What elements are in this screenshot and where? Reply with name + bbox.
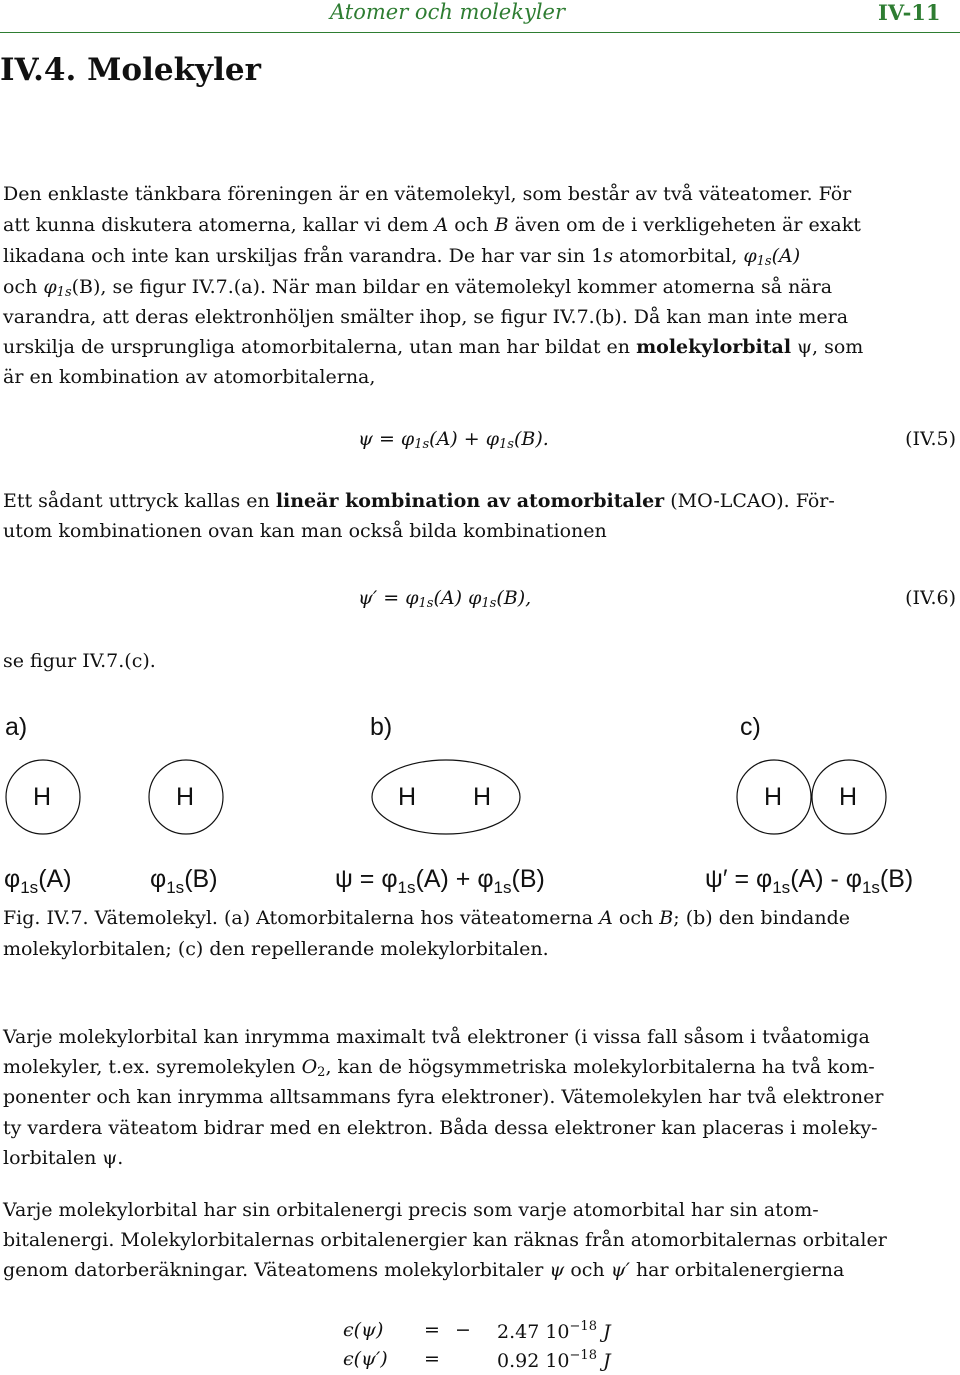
para4-line-3: genom datorberäkningar. Väteatomens molekylorbitaler ψ och ψ′ har orbitalenergierna	[3, 1259, 845, 1281]
para2-line-1: Ett sådant uttryck kallas en lineär kombination av atomorbitaler (MO-LCAO). För-	[3, 490, 835, 512]
label-phi-b: $\varphi_{1s}(B)$	[150, 865, 218, 897]
para1-line-6: urskilja de ursprungliga atomorbitalerna, utan man har bildat en molekylorbital ψ, som	[3, 336, 864, 358]
label-psi-bonding: $\psi = \varphi_{1s}(A) + \varphi_{1s}(B)$	[335, 865, 545, 897]
para2-line-2: utom kombinationen ovan kan man också bilda kombinationen	[3, 520, 607, 542]
header-rule	[0, 32, 960, 33]
atom-h-c1: H	[764, 783, 783, 811]
energy-psi-eq: =	[424, 1319, 440, 1341]
para3-line-2: molekyler, t.ex. syremolekylen $O_2$, kan de högsymmetriska molekylorbitalerna ha två kom-	[3, 1056, 875, 1080]
panel-label-a: a)	[5, 713, 28, 741]
atom-h-c2: H	[839, 783, 858, 811]
figure-caption-line-2: molekylorbitalen; (c) den repellerande molekylorbitalen.	[3, 938, 549, 960]
label-psi-antibonding: $\psi' = \varphi_{1s}(A) - \varphi_{1s}(B)$	[705, 865, 914, 897]
atom-h-b1: H	[398, 783, 417, 811]
para1-line-5: varandra, att deras elektronhöljen smälter ihop, se figur IV.7.(b). Då kan man inte mera	[3, 306, 849, 328]
panel-label-c: c)	[740, 713, 761, 741]
para3-line-1: Varje molekylorbital kan inrymma maximalt två elektroner (i vissa fall såsom i tvåatomiga	[3, 1026, 870, 1048]
energy-psiprime-lhs: ϵ(ψ′)	[343, 1348, 388, 1370]
energy-psi-value: 2.47 $10^{-18}$ J	[497, 1319, 611, 1343]
figure-caption-line-1: Fig. IV.7. Vätemolekyl. (a) Atomorbitalerna hos väteatomerna A och B; (b) den bindande	[3, 907, 851, 929]
label-phi-a: $\varphi_{1s}(A)$	[4, 865, 72, 897]
running-title: Atomer och molekyler	[330, 0, 566, 24]
atom-h-b2: H	[473, 783, 492, 811]
section-title: IV.4. Molekyler	[0, 52, 261, 88]
figure-iv7	[0, 705, 960, 910]
para1-line-4: och $\varphi_{1s}(B)$, se figur IV.7.(a). När man bildar en vätemolekyl kommer atomerna så nära	[3, 276, 833, 300]
equation-iv6-number: (IV.6)	[905, 587, 956, 609]
orbital-b-ellipse	[372, 760, 520, 834]
energy-psi-sign: −	[455, 1319, 471, 1341]
atom-h-a1: H	[33, 783, 52, 811]
equation-iv5: $\psi = \varphi_{1s}(A) + \varphi_{1s}(B)$.	[358, 428, 549, 452]
para3-line-4: ty vardera väteatom bidrar med en elektron. Båda dessa elektroner kan placeras i moleky-	[3, 1117, 878, 1139]
para1-line-1: Den enklaste tänkbara föreningen är en vätemolekyl, som består av två väteatomer. För	[3, 183, 852, 205]
para1-line-7: är en kombination av atomorbitalerna,	[3, 366, 376, 388]
equation-iv6: $\psi' = \varphi_{1s}(A)$ $\varphi_{1s}(B)$,	[358, 587, 532, 611]
equation-iv5-number: (IV.5)	[905, 428, 956, 450]
energy-psiprime-eq: =	[424, 1348, 440, 1370]
energy-psi-lhs: ϵ(ψ)	[343, 1319, 384, 1341]
panel-label-b: b)	[370, 713, 393, 741]
para1-line-2: att kunna diskutera atomerna, kallar vi dem A och B även om de i verkligeheten är exakt	[3, 214, 861, 236]
para3-line-5: lorbitalen ψ.	[3, 1147, 124, 1169]
page-number: IV-11	[878, 0, 941, 25]
energy-psiprime-value: 0.92 $10^{-18}$ J	[497, 1348, 611, 1372]
para4-line-1: Varje molekylorbital har sin orbitalenergi precis som varje atomorbital har sin atom-	[3, 1199, 819, 1221]
para3-line-3: ponenter och kan inrymma alltsammans fyra elektroner). Vätemolekylen har två elektroner	[3, 1086, 884, 1108]
para4-line-2: bitalenergi. Molekylorbitalernas orbitalenergier kan räknas från atomorbitalernas orbitaler	[3, 1229, 887, 1251]
see-figure-text: se figur IV.7.(c).	[3, 650, 156, 672]
atom-h-a2: H	[176, 783, 195, 811]
para1-line-3: likadana och inte kan urskiljas från varandra. De har var sin 1s atomorbital, $\varphi_{1s}(A)$	[3, 245, 801, 269]
